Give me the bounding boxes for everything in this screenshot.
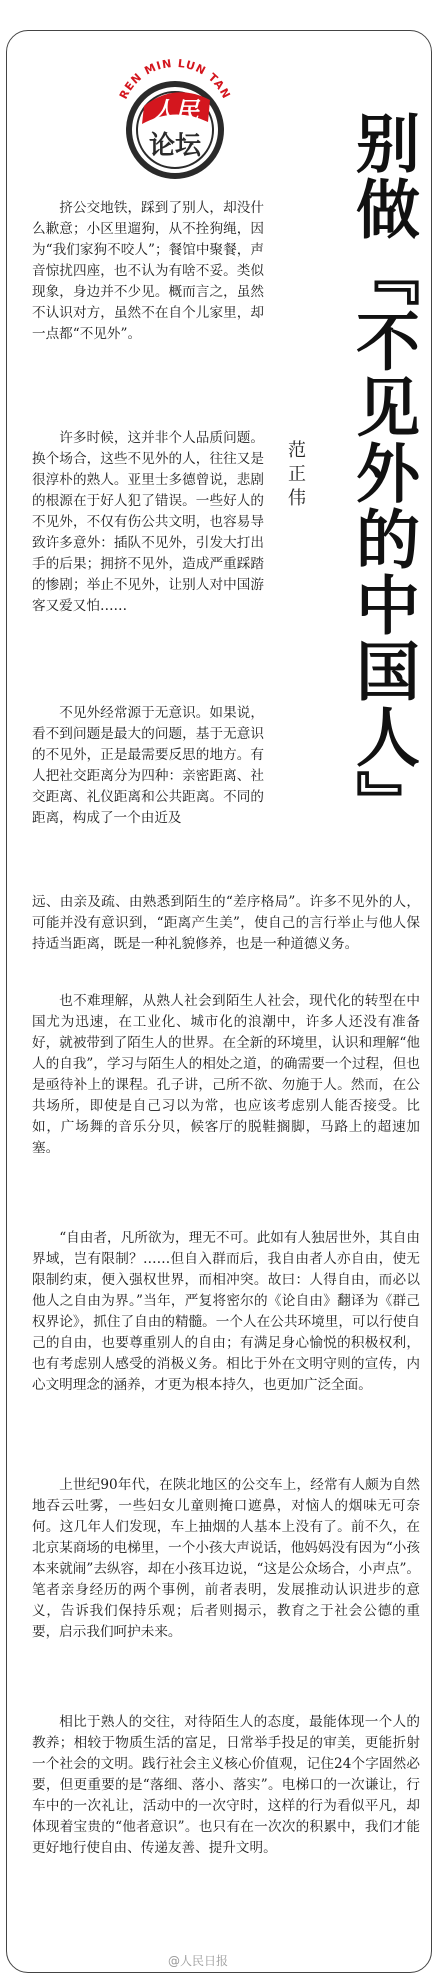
logo-line2: 论坛 [148, 131, 202, 161]
paragraph-4: 也不难理解，从熟人社会到陌生人社会，现代化的转型在中国尤为迅速，在工业化、城市化的浪潮中，许多人还没有准备好，就被带到了陌生人的世界。在全新的环境里，认识和理解“他人的自我”，学习与陌生人的相处之道，的确需要一个过程，但也是亟待补上的课程。孔子讲，己所不欲、勿施于人。然而，在公共场所，即使是自己习以为常，也应该考虑别人能否接受。比如，广场舞的音乐分贝，候客厅的脱鞋搁脚，马路上的超速加塞。 [32, 993, 420, 1156]
paragraph-5: “自由者，凡所欲为，理无不可。此如有人独居世外，其自由界域，岂有限制？……但自入群而后，我自由者人亦自由，使无限制约束，便入强权世界，而相冲突。故曰：人得自由，而必以他人之自由为界。”当年，严复将密尔的《论自由》翻译为《群己权界论》，抓住了自由的精髓。一个人在公共环境里，可以行使自己的自由，也要尊重别人的自由；有满足身心愉悦的积极权利，也有考虑别人感受的消极义务。相比于外在文明守则的宣传，内心文明理念的涵养，才更为根本持久，也更加广泛全面。 [32, 1230, 420, 1393]
paragraph-3: 不见外经常源于无意识。如果说，看不到问题是最大的问题，基于无意识的不见外，正是最需要反思的地方。有人把社交距离分为四种：亲密距离、社交距离、礼仪距离和公共距离。不同的距离，构成了一个由近及 [32, 705, 264, 826]
paragraph-6: 上世纪90年代，在陕北地区的公交车上，经常有人颇为自然地吞云吐雾，一些妇女儿童则掩口遮鼻，对恼人的烟味无可奈何。这几年人们发现，车上抽烟的人基本上没有了。前不久，在北京某商场的电梯里，一个小孩大声说话，他妈妈没有因为“小孩本来就闹”去纵容，却在小孩耳边说，“这是公众场合，小声点”。笔者亲身经历的两个事例，前者表明，发展推动认识进步的意义，告诉我们保持乐观；后者则揭示，教育之于社会公德的重要，启示我们呵护未来。 [32, 1477, 420, 1640]
article-title: 别做『不见外的中国人』 [345, 110, 419, 836]
logo-line1: 人民 [151, 96, 199, 125]
renmin-luntan-logo [100, 42, 250, 192]
paragraph-7: 相比于熟人的交往，对待陌生人的态度，最能体现一个人的教养；相较于物质生活的富足，日常举手投足的审美，更能折射一个社会的文明。践行社会主义核心价值观，记住24个字固然必要，但更重要的是“落细、落小、落实”。电梯口的一次谦让，行车中的一次礼让，活动中的一次守时，这样的行为看似平凡，却体现着宝贵的“他者意识”。也只有在一次次的积累中，我们才能更好地行使自由、传递友善、提升文明。 [32, 1714, 420, 1856]
logo-arc-text: REN MIN LUN TAN [116, 56, 234, 102]
paragraph-3-continued: 远、由亲及疏、由熟悉到陌生的“差序格局”。许多不见外的人，可能并没有意识到，“距离产生美”，使自己的言行举止与他人保持适当距离，既是一种礼貌修养，也是一种道德义务。 [32, 894, 420, 952]
source-watermark: @人民日报 [168, 1954, 229, 1968]
author-name: 范正伟 [285, 440, 306, 512]
paragraph-2: 许多时候，这并非个人品质问题。换个场合，这些不见外的人，往往又是很淳朴的熟人。亚里士多德曾说，悲剧的根源在于好人犯了错误。一些好人的不见外，不仅有伤公共文明，也容易导致许多意外：插队不见外，引发大打出手的后果；拥挤不见外，造成严重踩踏的惨剧；举止不见外，让别人对中国游客又爱又怕…… [32, 430, 264, 614]
paragraph-1: 挤公交地铁，踩到了别人，却没什么歉意；小区里遛狗，从不拴狗绳，因为“我们家狗不咬人”；餐馆中聚餐，声音惊扰四座，也不认为有啥不妥。类似现象，身边并不少见。概而言之，虽然不认识对方，虽然不在自个儿家里，却一点都“不见外”。 [32, 200, 264, 342]
